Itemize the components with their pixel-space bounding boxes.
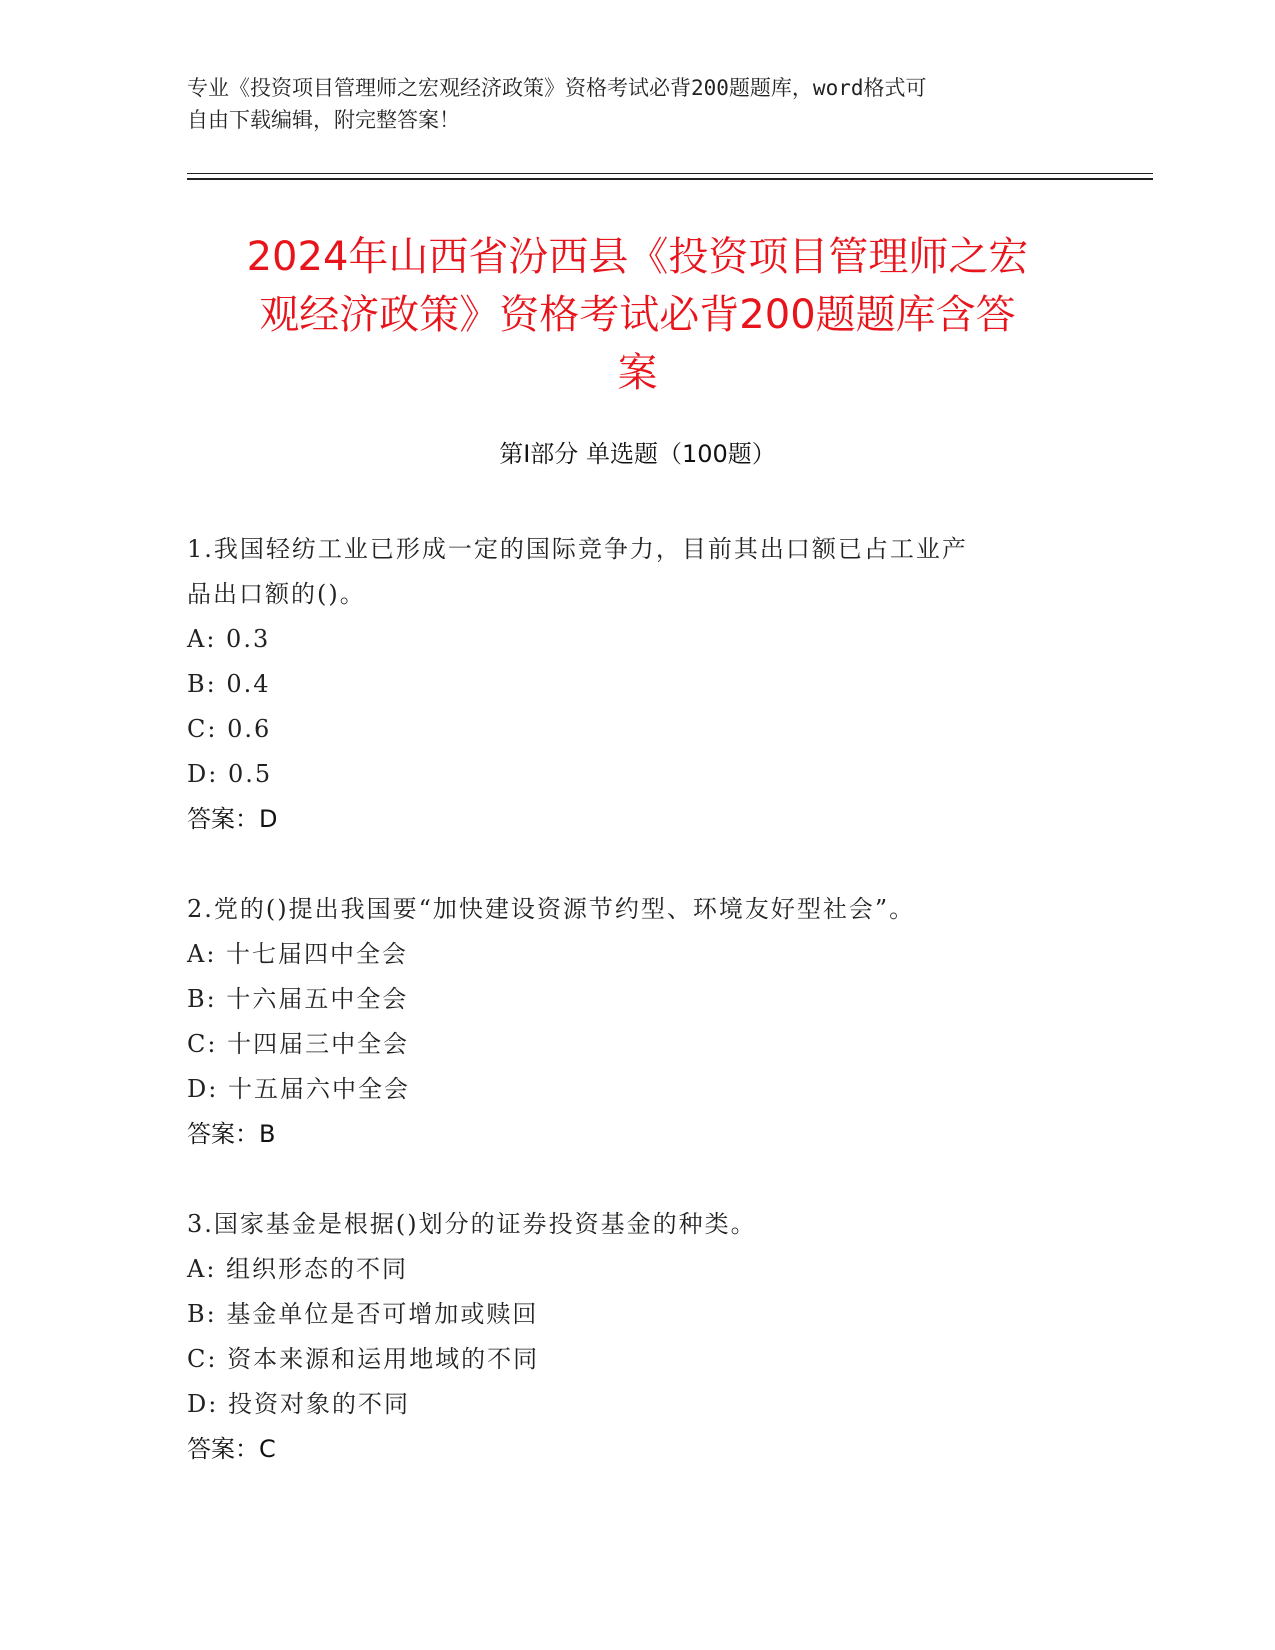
section-heading: 第Ⅰ部分 单选题（100题）: [499, 440, 776, 468]
title-line: 观经济政策》资格考试必背200题题库含答: [259, 292, 1016, 338]
header-note-line: 自由下载编辑，附完整答案！: [187, 108, 460, 132]
option-c: C: 资本来源和运用地域的不同: [187, 1345, 540, 1373]
header-note: [187, 72, 1087, 136]
option-a: A: 0.3: [187, 625, 271, 653]
option-b: B: 十六届五中全会: [187, 985, 409, 1013]
answer-line: 答案：B: [187, 1120, 276, 1148]
header-divider-thick: [187, 178, 1153, 180]
question-item: [187, 1202, 1087, 1472]
option-d: D: 投资对象的不同: [187, 1390, 410, 1418]
option-b: B: 0.4: [187, 670, 271, 698]
document-title: [160, 228, 1115, 402]
option-c: C: 十四届三中全会: [187, 1030, 410, 1058]
question-stem: 2.党的()提出我国要“加快建设资源节约型、环境友好型社会”。: [187, 895, 916, 923]
option-b: B: 基金单位是否可增加或赎回: [187, 1300, 539, 1328]
option-d: D: 0.5: [187, 760, 273, 788]
option-a: A: 十七届四中全会: [187, 940, 409, 968]
question-stem: 1.我国轻纺工业已形成一定的国际竞争力，目前其出口额已占工业产: [187, 535, 968, 563]
question-item: [187, 887, 1087, 1157]
answer-line: 答案：D: [187, 805, 278, 833]
header-divider-thin: [187, 173, 1153, 174]
question-stem: 品出口额的()。: [187, 580, 366, 608]
title-line: 案: [617, 350, 658, 396]
question-list: [187, 527, 1087, 1517]
question-item: [187, 527, 1087, 842]
option-a: A: 组织形态的不同: [187, 1255, 409, 1283]
title-line: 2024年山西省汾西县《投资项目管理师之宏: [246, 234, 1029, 280]
header-note-line: 专业《投资项目管理师之宏观经济政策》资格考试必背200题题库，word格式可: [187, 76, 927, 100]
option-c: C: 0.6: [187, 715, 272, 743]
question-stem: 3.国家基金是根据()划分的证券投资基金的种类。: [187, 1210, 757, 1238]
answer-line: 答案：C: [187, 1435, 276, 1463]
option-d: D: 十五届六中全会: [187, 1075, 410, 1103]
